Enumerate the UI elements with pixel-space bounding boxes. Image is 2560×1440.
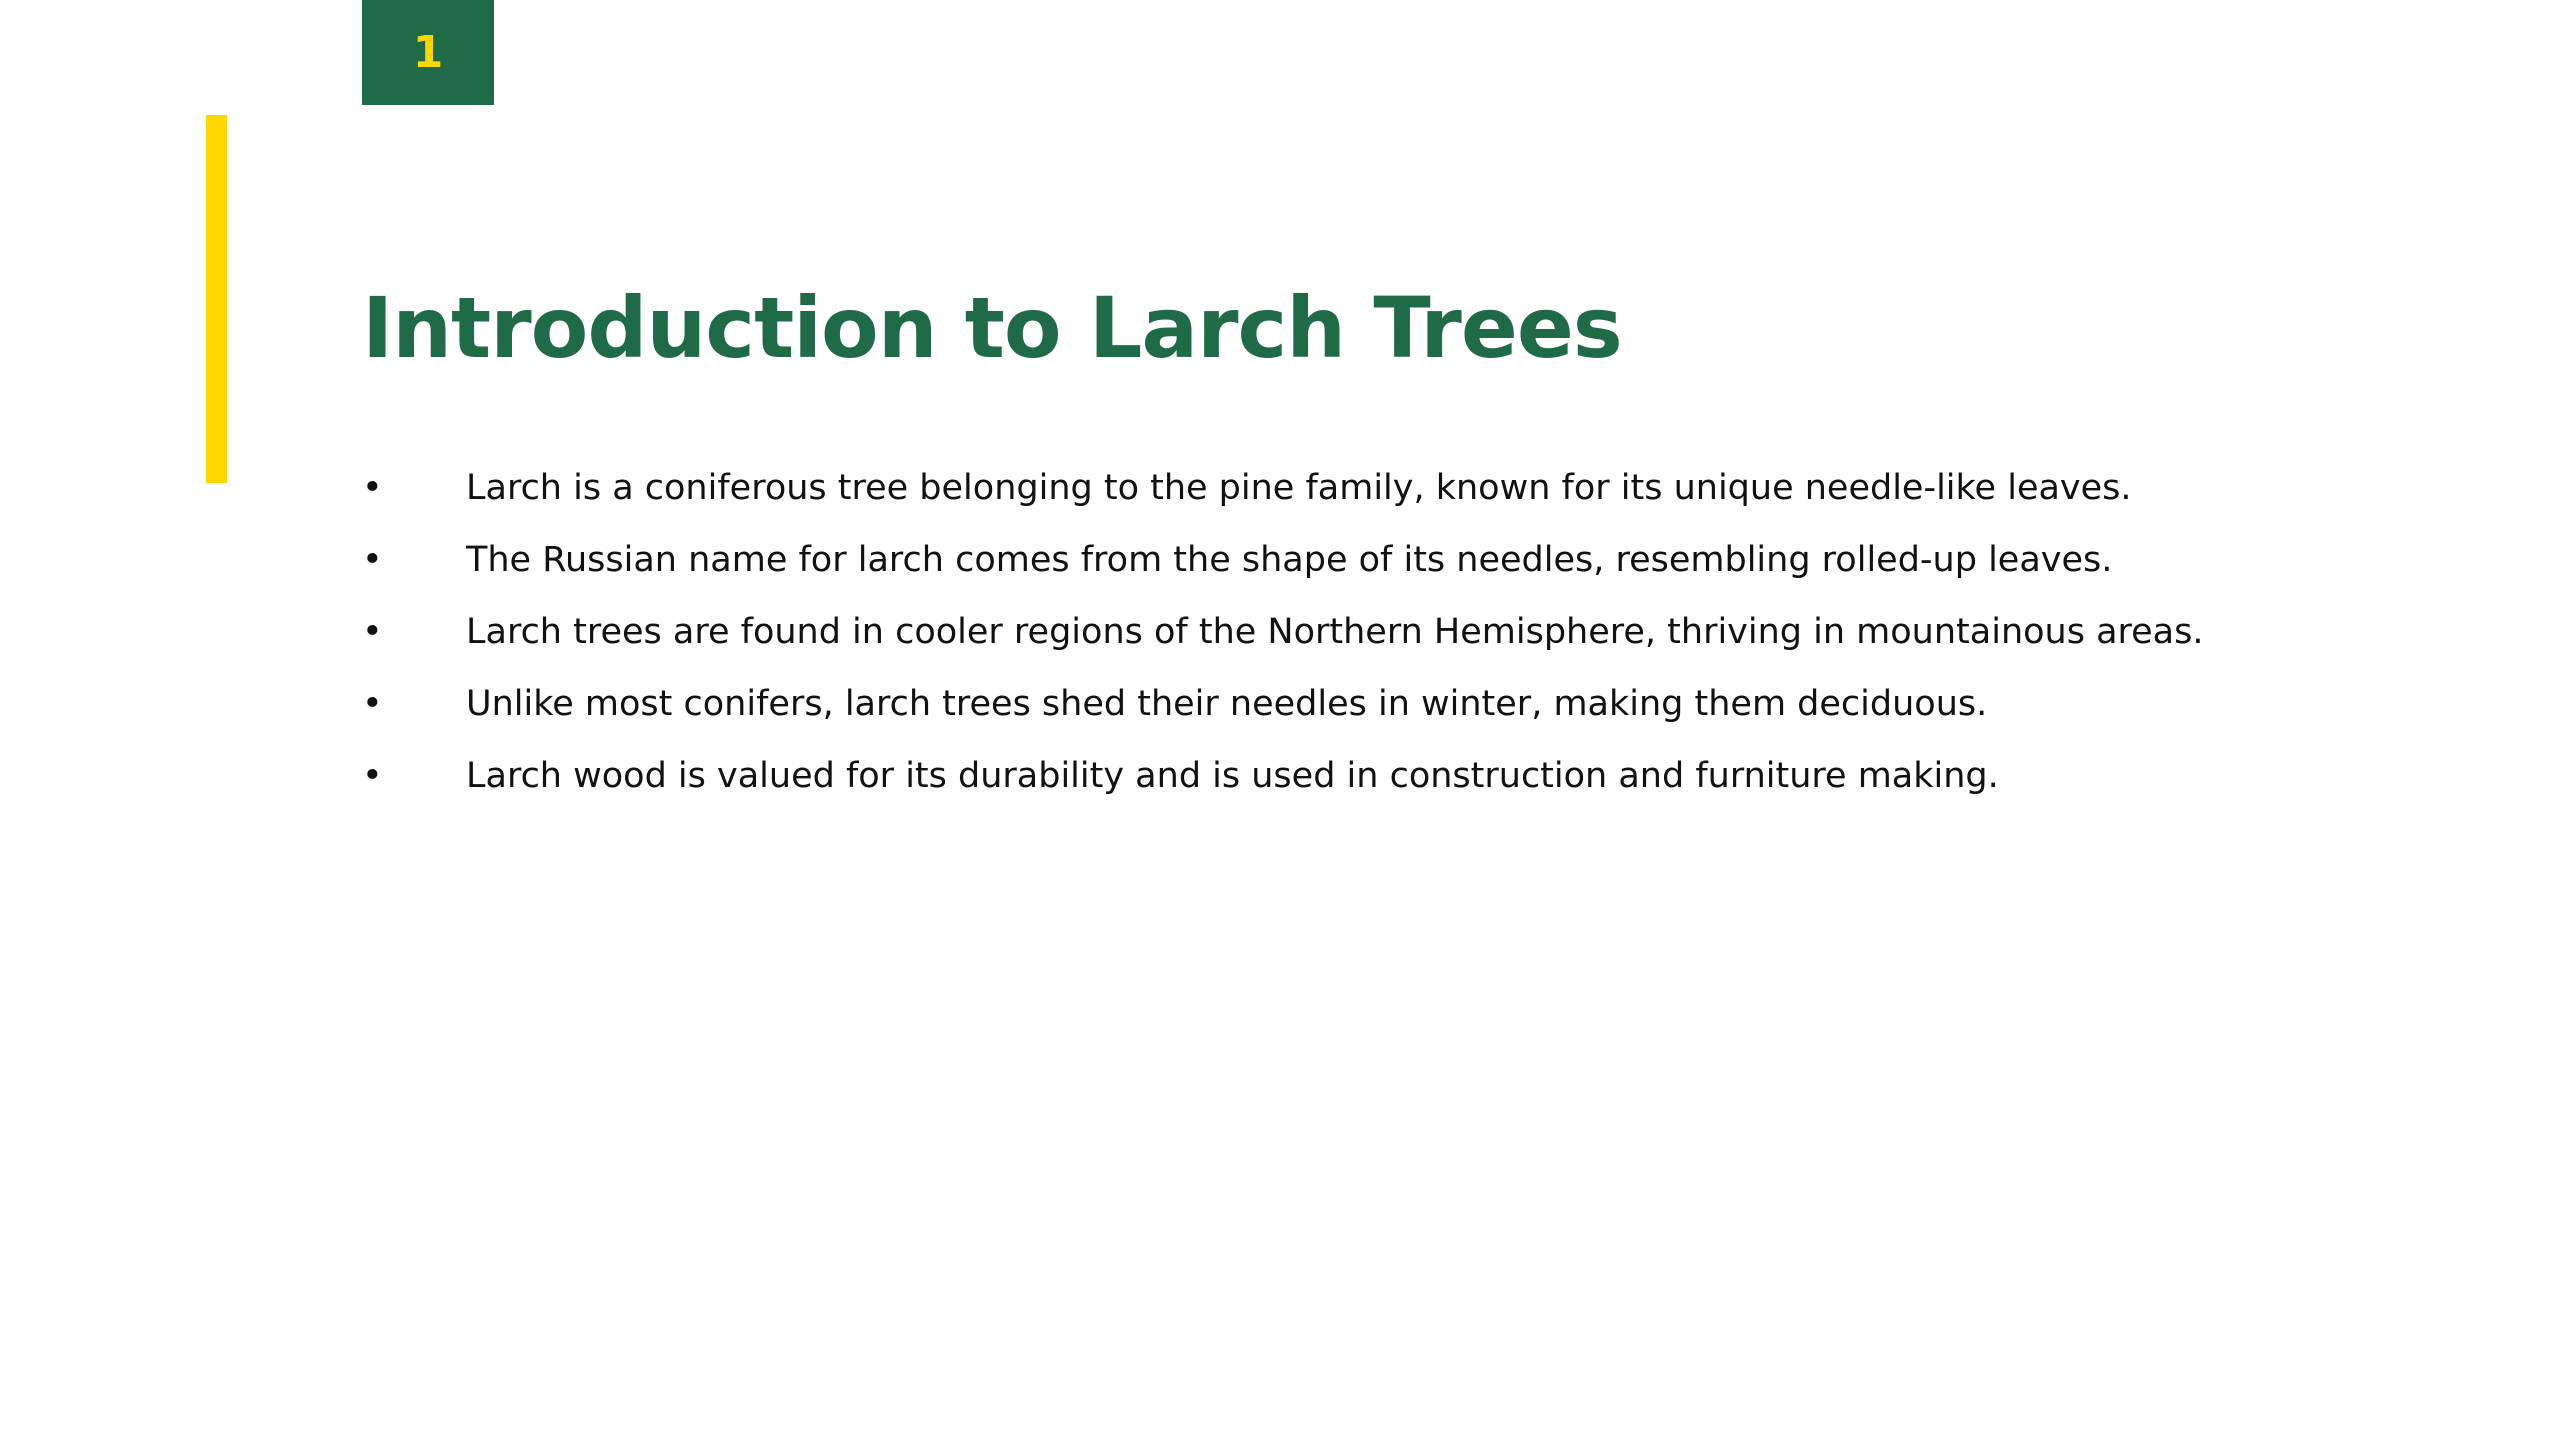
bullet-item — [362, 678, 2362, 750]
bullet-icon: • — [362, 468, 383, 508]
bullet-icon: • — [362, 540, 383, 580]
accent-bar — [206, 115, 227, 483]
bullet-icon: • — [362, 756, 383, 796]
bullet-item — [362, 462, 2362, 534]
bullet-text: Larch is a coniferous tree belonging to the pine family, known for its unique needle-like leaves. — [466, 468, 2132, 508]
bullet-item — [362, 750, 2362, 822]
bullet-text: Larch trees are found in cooler regions of the Northern Hemisphere, thriving in mountainous areas. — [466, 612, 2204, 652]
slide-title: Introduction to Larch Trees — [362, 279, 1622, 377]
slide-number-badge — [362, 0, 494, 105]
bullet-text: The Russian name for larch comes from the shape of its needles, resembling rolled-up leaves. — [466, 540, 2113, 580]
slide-number: 1 — [412, 26, 444, 78]
bullet-item — [362, 606, 2362, 678]
bullet-list — [362, 462, 2362, 822]
bullet-text: Larch wood is valued for its durability and is used in construction and furniture making. — [466, 756, 1999, 796]
bullet-icon: • — [362, 612, 383, 652]
bullet-text: Unlike most conifers, larch trees shed their needles in winter, making them deciduous. — [466, 684, 1988, 724]
bullet-item — [362, 534, 2362, 606]
bullet-icon: • — [362, 684, 383, 724]
